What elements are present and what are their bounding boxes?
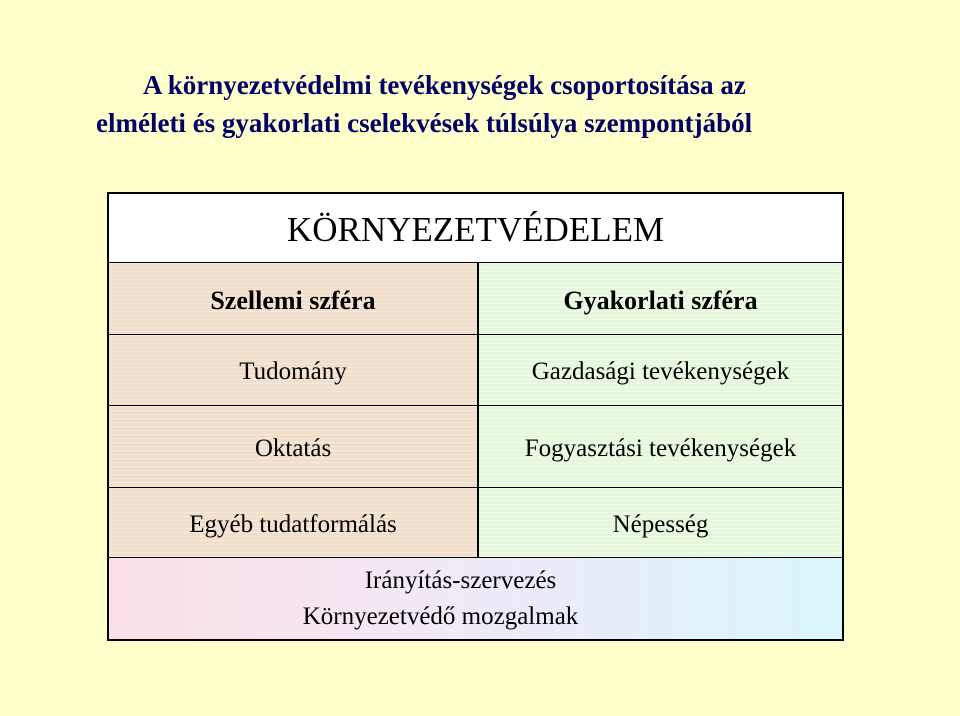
title-line-1: A környezetvédelmi tevékenységek csoportosítása az bbox=[143, 70, 746, 100]
right-item-cell bbox=[479, 406, 842, 488]
right-heading-cell bbox=[479, 263, 842, 335]
left-heading-cell bbox=[109, 263, 479, 335]
classification-diagram bbox=[107, 192, 844, 641]
left-item-cell bbox=[109, 335, 479, 406]
header-label: KÖRNYEZETVÉDELEM bbox=[286, 210, 665, 249]
title-line-2: elméleti és gyakorlati cselekvések túlsúlya szempontjából bbox=[96, 108, 753, 138]
left-item-cell bbox=[109, 488, 479, 558]
shared-item: Irányítás-szervezés bbox=[364, 566, 557, 594]
right-heading: Gyakorlati szféra bbox=[563, 285, 758, 315]
left-item: Egyéb tudatformálás bbox=[189, 510, 397, 538]
left-item: Tudomány bbox=[239, 358, 347, 385]
diagram-header bbox=[109, 194, 842, 263]
right-item-cell bbox=[479, 488, 842, 558]
right-item: Gazdasági tevékenységek bbox=[531, 358, 790, 385]
right-item: Fogyasztási tevékenységek bbox=[524, 434, 797, 462]
right-item: Népesség bbox=[612, 510, 709, 538]
left-item: Oktatás bbox=[254, 434, 332, 462]
left-item-cell bbox=[109, 406, 479, 488]
shared-item: Környezetvédő mozgalmak bbox=[302, 602, 579, 630]
right-item-cell bbox=[479, 335, 842, 406]
slide-title bbox=[96, 66, 916, 142]
shared-sphere-cell bbox=[109, 558, 842, 639]
left-heading: Szellemi szféra bbox=[210, 285, 376, 315]
